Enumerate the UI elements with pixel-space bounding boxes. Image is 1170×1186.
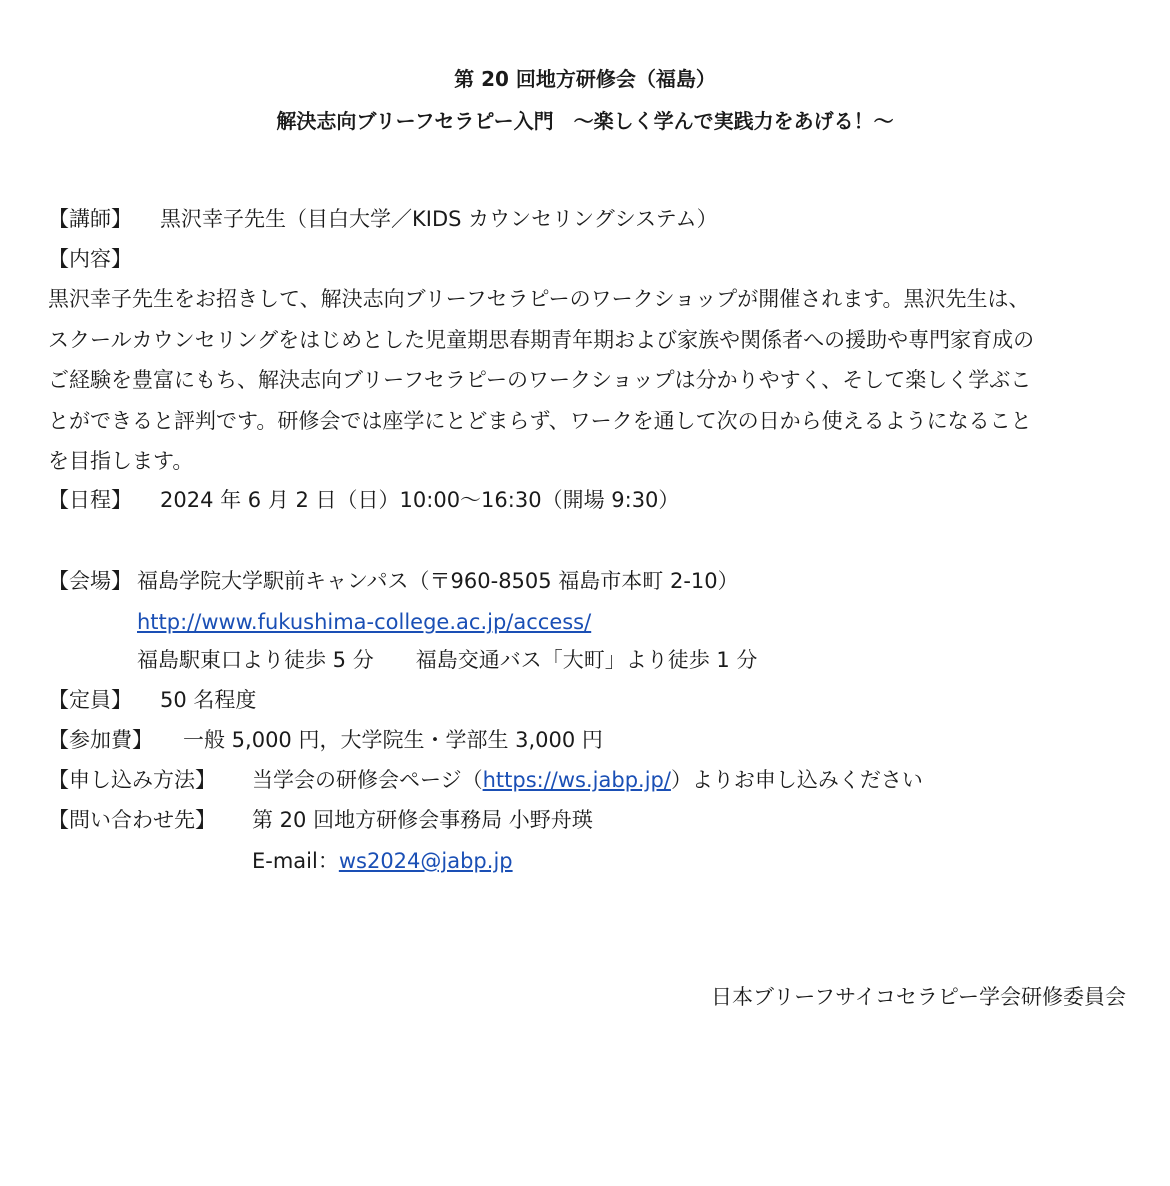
application-prefix: 当学会の研修会ページ（ [252,768,483,792]
capacity-value: 50 名程度 [160,688,257,712]
email-link[interactable]: ws2024@jabp.jp [338,849,513,873]
content-line: を目指します。 [48,449,194,473]
venue-label: 【会場】 [48,569,132,593]
lecturer-value: 黒沢幸子先生（目白大学／KIDS カウンセリングシステム） [160,207,718,231]
fee-value: 一般 5,000 円，大学院生・学部生 3,000 円 [183,728,603,752]
lecturer-label: 【講師】 [48,207,132,231]
venue-access: 福島駅東口より徒歩 5 分 福島交通バス「大町」より徒歩 1 分 [137,648,758,672]
application-url-link[interactable]: https://ws.jabp.jp/ [482,768,671,792]
content-line: ご経験を豊富にもち、解決志向ブリーフセラピーのワークショップは分かりやすく、そして楽しく学ぶこ [48,368,1032,392]
footer-organization: 日本ブリーフサイコセラピー学会研修委員会 [711,985,1126,1009]
content-paragraph [48,279,1118,482]
contact-label: 【問い合わせ先】 [48,808,216,832]
application-label: 【申し込み方法】 [48,768,216,792]
fee-label: 【参加費】 [48,728,153,752]
capacity-label: 【定員】 [48,688,132,712]
application-suffix: ）よりお申し込みください [670,768,923,792]
application-line [252,765,923,795]
contact-email-line [252,846,513,876]
venue-value: 福島学院大学駅前キャンパス（〒960-8505 福島市本町 2-10） [137,569,739,593]
content-line: とができると評判です。研修会では座学にとどまらず、ワークを通して次の日から使えるようになること [48,408,1032,433]
content-line: 黒沢幸子先生をお招きして、解決志向ブリーフセラピーのワークショップが開催されます。黒沢先生は、 [48,287,1030,311]
content-line: スクールカウンセリングをはじめとした児童期思春期青年期および家族や関係者への援助や専門家育成の [48,327,1035,352]
schedule-value: 2024 年 6 月 2 日（日）10:00～16:30（開場 9:30） [160,488,680,512]
schedule-label: 【日程】 [48,488,132,512]
venue-url-link[interactable]: http://www.fukushima-college.ac.jp/access/ [137,610,592,634]
title-line2: 解決志向ブリーフセラピー入門 ～楽しく学んで実践力をあげる！～ [276,109,894,133]
content-label: 【内容】 [48,247,132,271]
title-line1: 第 20 回地方研修会（福島） [454,67,716,91]
email-label: E-mail： [252,849,339,873]
contact-office: 第 20 回地方研修会事務局 小野舟瑛 [252,808,593,832]
